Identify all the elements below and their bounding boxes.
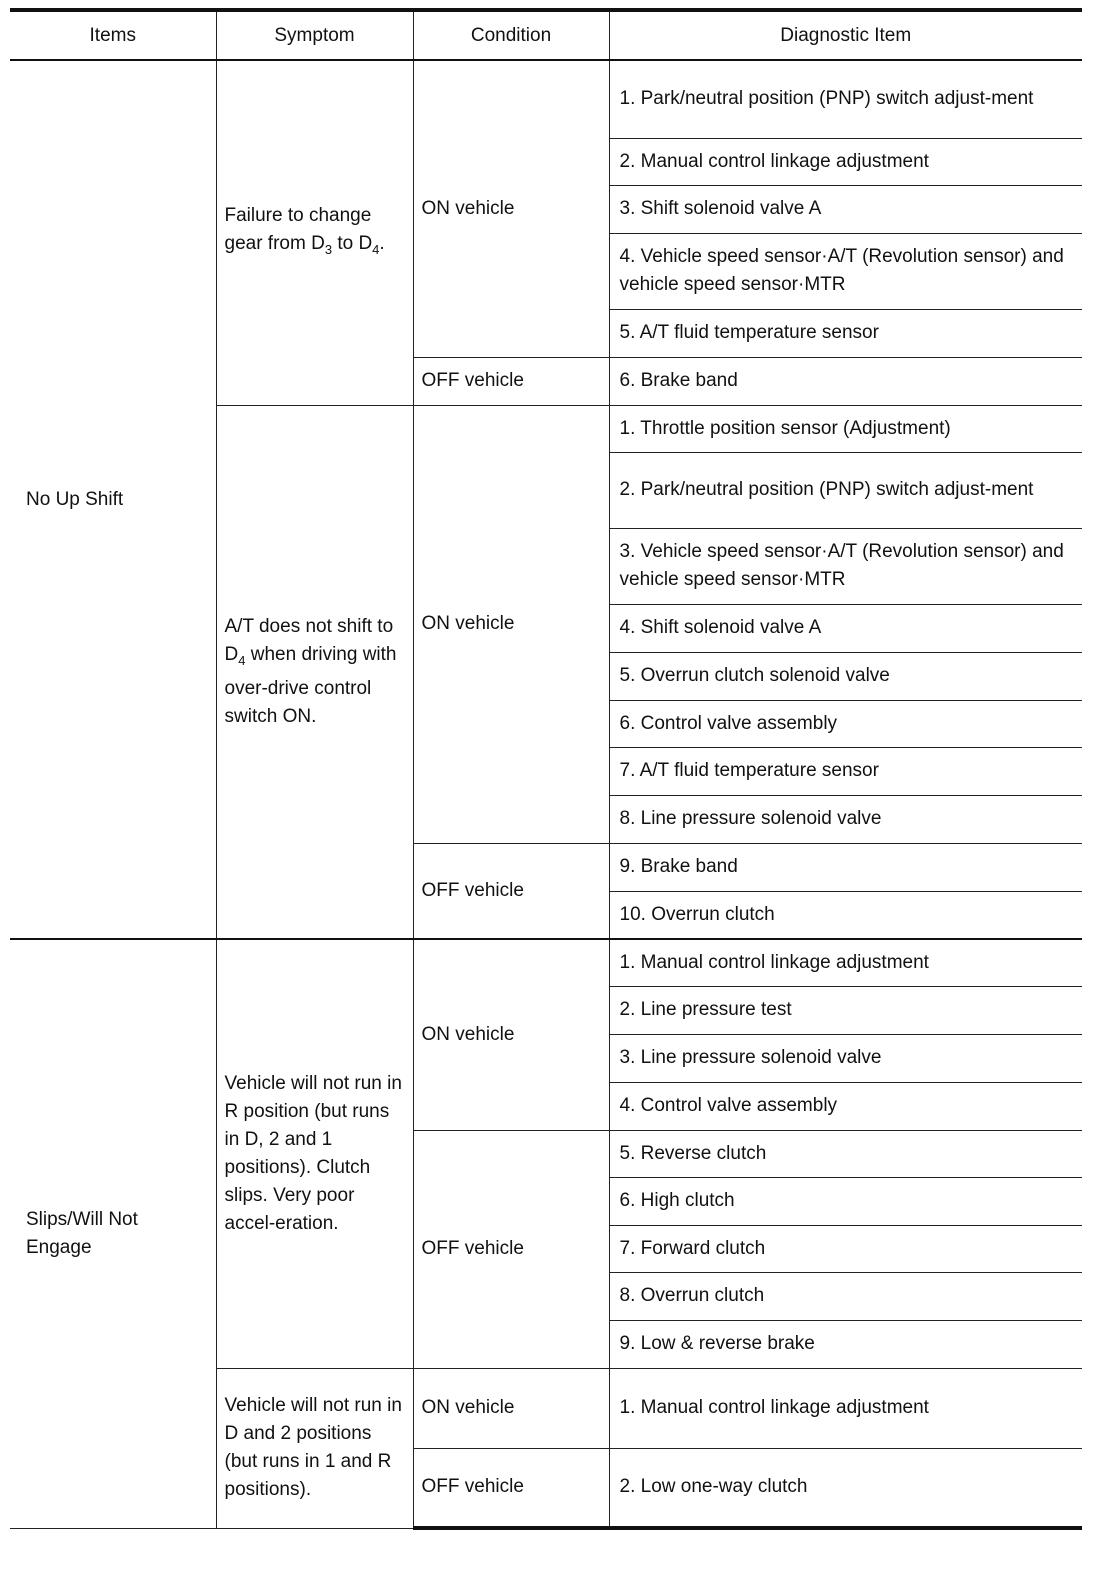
diagnostic-item-cell: 6. Brake band — [609, 357, 1082, 405]
diagnostic-item-cell: 3. Vehicle speed sensor·A/T (Revolution sensor) and vehicle speed sensor·MTR — [609, 528, 1082, 604]
diagnostic-item-cell: 8. Line pressure solenoid valve — [609, 795, 1082, 843]
diagnostic-item-cell: 6. High clutch — [609, 1177, 1082, 1225]
diagnostic-item-cell: 2. Park/neutral position (PNP) switch adjust-ment — [609, 452, 1082, 528]
symptom-text-part: Failure to change gear from D — [224, 204, 372, 254]
table-row — [10, 939, 1082, 986]
diagnostic-item-cell: 2. Line pressure test — [609, 986, 1082, 1034]
diagnostic-item-cell: 7. Forward clutch — [609, 1225, 1082, 1272]
diagnostic-item-cell: 4. Shift solenoid valve A — [609, 604, 1082, 652]
condition-cell: OFF vehicle — [413, 1448, 609, 1528]
diagnostic-item-cell: 4. Control valve assembly — [609, 1082, 1082, 1130]
condition-cell: ON vehicle — [413, 939, 609, 1130]
diagnostic-item-cell: 2. Manual control linkage adjustment — [609, 138, 1082, 185]
diagnostic-table — [10, 8, 1082, 1530]
symptom-cell — [216, 405, 413, 939]
item-cell: Slips/Will Not Engage — [10, 939, 216, 1528]
group-section — [10, 60, 1082, 939]
diagnostic-item-cell: 5. Reverse clutch — [609, 1130, 1082, 1177]
header-symptom: Symptom — [216, 10, 413, 60]
symptom-subscript: 3 — [324, 241, 333, 257]
diagnostic-item-cell: 5. Overrun clutch solenoid valve — [609, 652, 1082, 700]
symptom-text-part: . — [379, 232, 385, 254]
symptom-cell — [216, 1368, 413, 1528]
condition-cell: OFF vehicle — [413, 357, 609, 405]
symptom-text — [225, 613, 405, 731]
symptom-text — [225, 202, 405, 264]
diagnostic-item-cell: 10. Overrun clutch — [609, 891, 1082, 939]
condition-cell: ON vehicle — [413, 1368, 609, 1448]
table-row — [10, 60, 1082, 138]
header-row — [10, 10, 1082, 60]
diagnostic-item-cell: 9. Low & reverse brake — [609, 1320, 1082, 1368]
symptom-subscript: 4 — [372, 241, 380, 257]
symptom-text — [225, 1070, 405, 1238]
diagnostic-item-cell: 1. Throttle position sensor (Adjustment) — [609, 405, 1082, 452]
item-cell: No Up Shift — [10, 60, 216, 939]
diagnostic-item-cell: 8. Overrun clutch — [609, 1272, 1082, 1320]
header-items: Items — [89, 24, 136, 46]
symptom-text-part: when driving with over-drive control switch ON. — [224, 643, 397, 727]
symptom-subscript: 4 — [238, 652, 246, 668]
symptom-cell — [216, 939, 413, 1368]
condition-cell: ON vehicle — [413, 405, 609, 843]
header-diagnostic-item: Diagnostic Item — [609, 10, 1082, 60]
condition-cell: ON vehicle — [413, 60, 609, 357]
diagnostic-item-cell: 9. Brake band — [609, 843, 1082, 891]
diagnostic-item-cell: 5. A/T fluid temperature sensor — [609, 309, 1082, 357]
symptom-text-part: Vehicle will not run in D and 2 positions (but runs in 1 and R positions). — [224, 1395, 402, 1500]
symptom-text — [225, 1392, 405, 1504]
symptom-cell — [216, 60, 413, 405]
diagnostic-item-cell: 6. Control valve assembly — [609, 700, 1082, 747]
symptom-text-part: Vehicle will not run in R position (but runs in D, 2 and 1 positions). Clutch slips. Very poor accel-eration. — [224, 1072, 402, 1234]
diagnostic-item-cell: 3. Shift solenoid valve A — [609, 185, 1082, 233]
diagnostic-item-cell: 1. Manual control linkage adjustment — [609, 1368, 1082, 1448]
symptom-text-part: to D — [332, 232, 373, 254]
diagnostic-item-cell: 4. Vehicle speed sensor·A/T (Revolution sensor) and vehicle speed sensor·MTR — [609, 233, 1082, 309]
diagnostic-item-cell: 1. Manual control linkage adjustment — [609, 939, 1082, 986]
symptom-text-part: A/T does not shift to D — [224, 615, 394, 665]
condition-cell: OFF vehicle — [413, 1130, 609, 1368]
diagnostic-item-cell: 1. Park/neutral position (PNP) switch adjust-ment — [609, 60, 1082, 138]
condition-cell: OFF vehicle — [413, 843, 609, 939]
diagnostic-item-cell: 3. Line pressure solenoid valve — [609, 1034, 1082, 1082]
group-section — [10, 939, 1082, 1528]
diagnostic-item-cell: 7. A/T fluid temperature sensor — [609, 747, 1082, 795]
diagnostic-item-cell: 2. Low one-way clutch — [609, 1448, 1082, 1528]
header-condition: Condition — [413, 10, 609, 60]
